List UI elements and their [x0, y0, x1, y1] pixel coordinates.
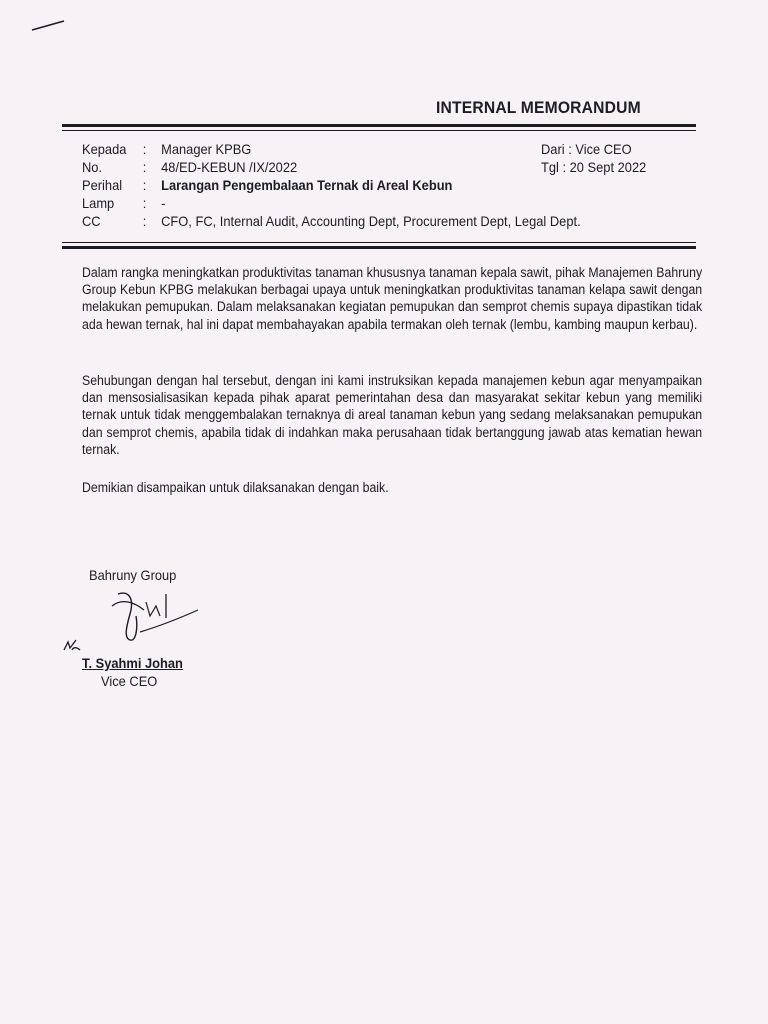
- kepada-colon: :: [142, 141, 147, 157]
- lamp-colon: :: [142, 195, 147, 211]
- initial-mark-icon: [60, 636, 84, 656]
- handwritten-signature-icon: [100, 580, 210, 660]
- cc-label: CC: [82, 213, 101, 229]
- perihal-colon: :: [142, 177, 147, 193]
- kepada-value: Manager KPBG: [161, 141, 252, 157]
- no-label: No.: [82, 159, 103, 175]
- no-colon: :: [142, 159, 147, 175]
- perihal-value: Larangan Pengembalaan Ternak di Areal Kebun: [161, 177, 453, 193]
- field-dari: [541, 141, 632, 157]
- dari-label: Dari: [541, 141, 565, 157]
- header-bottom-rule-thin: [62, 242, 696, 243]
- signatory-name: T. Syahmi Johan: [82, 655, 183, 671]
- body-paragraph-1: Dalam rangka meningkatkan produktivitas tanaman khususnya tanaman kepala sawit, pihak Manajemen Bahruny Group Kebun KPBG melakukan berbagai upaya untuk meningkatkan produktivitas tanaman kelapa sawit dengan melakukan pemupukan. Dalam melaksanakan kegiatan pemupukan dan semprot chemis supaya dipastikan tidak ada hewan ternak, hal ini dapat membahayakan apabila termakan oleh ternak (lembu, kambing maupun kerbau).: [82, 265, 703, 332]
- lamp-label: Lamp: [82, 195, 115, 211]
- field-tgl: [541, 159, 646, 175]
- kepada-label: Kepada: [82, 141, 127, 157]
- body-paragraph-2: Sehubungan dengan hal tersebut, dengan ini kami instruksikan kepada manajemen kebun agar menyampaikan dan mensosialisasikan kepada pihak aparat pemerintahan desa dan masyarakat sekitar kebun yang memiliki ternak untuk tidak menggembalakan ternaknya di areal tanaman kebun yang sedang melaksanakan pemupukan dan semprot chemis, apabila tidak di indahkan maka perusahaan tidak bertanggung jawab atas kematian hewan ternak.: [82, 373, 703, 457]
- memo-title: INTERNAL MEMORANDUM: [436, 98, 641, 117]
- perihal-label: Perihal: [82, 177, 123, 193]
- no-value: 48/ED-KEBUN /IX/2022: [161, 159, 298, 175]
- signature-company: Bahruny Group: [89, 567, 177, 583]
- signatory-position: Vice CEO: [101, 673, 158, 689]
- cc-colon: :: [142, 213, 147, 229]
- lamp-value: -: [161, 195, 166, 211]
- cc-value: CFO, FC, Internal Audit, Accounting Dept, Procurement Dept, Legal Dept.: [161, 213, 581, 229]
- tgl-value: : 20 Sept 2022: [562, 159, 647, 175]
- pen-mark-icon: [30, 18, 70, 38]
- header-bottom-rule: [62, 246, 696, 249]
- tgl-label: Tgl: [541, 159, 559, 175]
- dari-value: : Vice CEO: [568, 141, 632, 157]
- header-top-rule: [62, 124, 696, 127]
- body-paragraph-3: Demikian disampaikan untuk dilaksanakan dengan baik.: [82, 480, 389, 495]
- header-top-rule-thin: [62, 130, 696, 131]
